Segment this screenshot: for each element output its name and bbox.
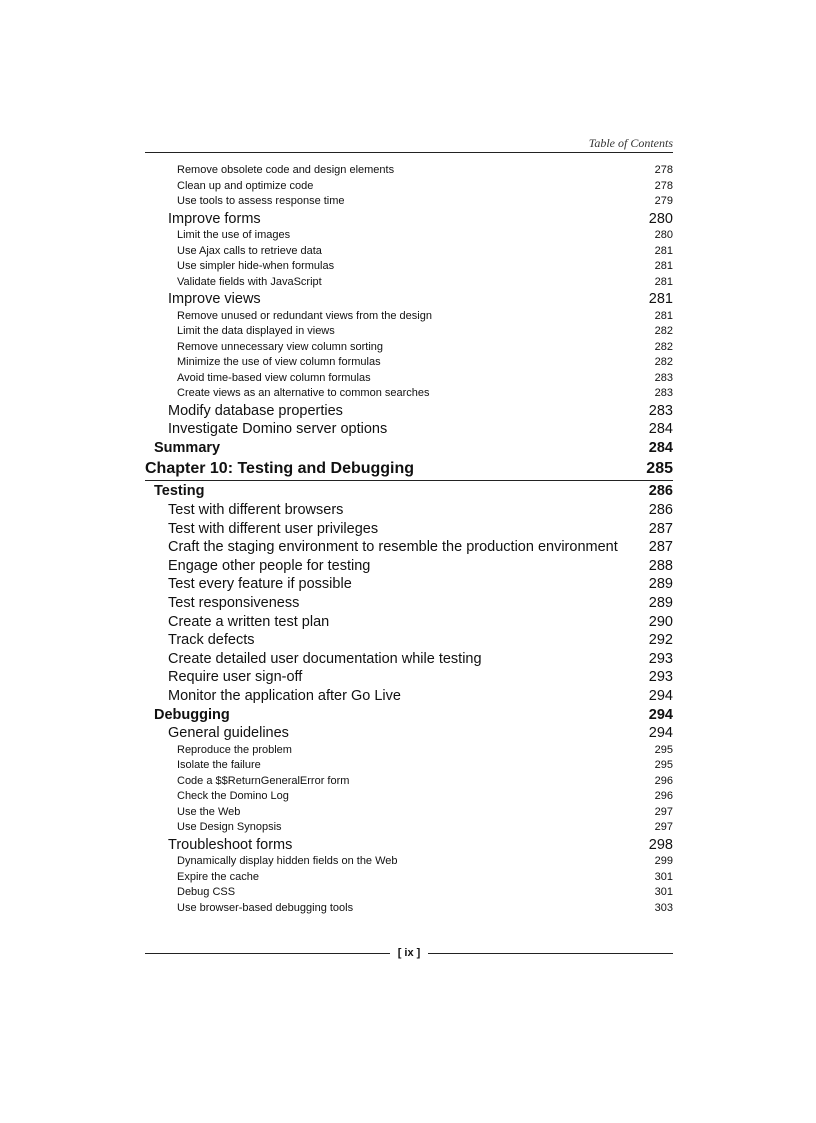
toc-subsubsection-entry[interactable] xyxy=(145,355,673,371)
toc-entry-title: Debug CSS xyxy=(177,886,236,899)
toc-section-entry[interactable] xyxy=(145,439,673,458)
toc-entry-title: Test with different user privileges xyxy=(168,520,379,537)
toc-subsubsection-entry[interactable] xyxy=(145,870,673,886)
toc-subsubsection-entry[interactable] xyxy=(145,275,673,291)
footer-rule-left xyxy=(145,953,390,954)
toc-entry-title: Craft the staging environment to resemble the production environment xyxy=(168,539,618,556)
toc-entry-page: 284 xyxy=(648,439,673,456)
toc-entry-page: 281 xyxy=(654,275,673,288)
toc-entry-title: Improve forms xyxy=(168,210,261,227)
toc-entry-title: Improve views xyxy=(168,291,261,308)
toc-chapter-entry[interactable] xyxy=(145,457,673,481)
footer-rule-right xyxy=(428,953,673,954)
toc-entry-page: 285 xyxy=(646,460,673,478)
toc-section-entry[interactable] xyxy=(145,482,673,501)
table-of-contents xyxy=(145,163,673,916)
toc-entry-page: 283 xyxy=(654,371,673,384)
toc-entry-page: 281 xyxy=(654,260,673,273)
toc-entry-title: Avoid time-based view column formulas xyxy=(177,371,371,384)
toc-entry-title: Testing xyxy=(154,483,205,500)
toc-subsubsection-entry[interactable] xyxy=(145,820,673,836)
toc-entry-page: 286 xyxy=(648,483,673,500)
toc-subsection-entry[interactable] xyxy=(145,538,673,557)
toc-entry-title: Reproduce the problem xyxy=(177,743,292,756)
toc-entry-page: 294 xyxy=(648,725,673,742)
toc-entry-page: 287 xyxy=(648,539,673,556)
toc-subsubsection-entry[interactable] xyxy=(145,774,673,790)
toc-subsubsection-entry[interactable] xyxy=(145,386,673,402)
toc-entry-title: Troubleshoot forms xyxy=(168,836,293,853)
toc-entry-title: Limit the data displayed in views xyxy=(177,325,335,338)
toc-subsubsection-entry[interactable] xyxy=(145,340,673,356)
toc-entry-title: Validate fields with JavaScript xyxy=(177,275,322,288)
toc-entry-page: 282 xyxy=(654,325,673,338)
toc-entry-title: Use the Web xyxy=(177,805,241,818)
toc-entry-page: 295 xyxy=(654,759,673,772)
toc-entry-title: Limit the use of images xyxy=(177,229,291,242)
toc-subsection-entry[interactable] xyxy=(145,420,673,439)
toc-subsubsection-entry[interactable] xyxy=(145,179,673,195)
toc-entry-title: Minimize the use of view column formulas xyxy=(177,356,381,369)
toc-entry-page: 280 xyxy=(648,210,673,227)
toc-entry-page: 303 xyxy=(654,901,673,914)
toc-subsubsection-entry[interactable] xyxy=(145,854,673,870)
toc-subsubsection-entry[interactable] xyxy=(145,324,673,340)
toc-subsubsection-entry[interactable] xyxy=(145,163,673,179)
toc-subsection-entry[interactable] xyxy=(145,668,673,687)
toc-entry-title: Use tools to assess response time xyxy=(177,195,345,207)
toc-entry-page: 292 xyxy=(648,632,673,649)
toc-entry-page: 282 xyxy=(654,356,673,369)
toc-entry-page: 282 xyxy=(654,340,673,353)
toc-subsubsection-entry[interactable] xyxy=(145,309,673,325)
toc-subsection-entry[interactable] xyxy=(145,687,673,706)
toc-entry-page: 283 xyxy=(654,387,673,400)
toc-entry-title: Use Ajax calls to retrieve data xyxy=(177,244,322,257)
toc-entry-title: General guidelines xyxy=(168,725,289,742)
toc-subsubsection-entry[interactable] xyxy=(145,244,673,260)
toc-entry-title: Summary xyxy=(154,439,221,456)
toc-entry-title: Debugging xyxy=(154,706,230,723)
toc-entry-page: 296 xyxy=(654,774,673,787)
toc-subsection-entry[interactable] xyxy=(145,290,673,309)
toc-subsection-entry[interactable] xyxy=(145,210,673,229)
toc-entry-title: Track defects xyxy=(168,632,255,649)
toc-subsection-entry[interactable] xyxy=(145,724,673,743)
toc-entry-title: Test every feature if possible xyxy=(168,576,352,593)
toc-entry-page: 294 xyxy=(648,706,673,723)
toc-entry-page: 284 xyxy=(648,421,673,438)
toc-entry-page: 289 xyxy=(648,576,673,593)
toc-section-entry[interactable] xyxy=(145,706,673,725)
toc-entry-title: Remove unused or redundant views from the design xyxy=(177,309,432,322)
toc-entry-page: 280 xyxy=(654,229,673,242)
toc-entry-title: Dynamically display hidden fields on the Web xyxy=(177,855,398,868)
toc-entry-page: 289 xyxy=(648,595,673,612)
toc-subsubsection-entry[interactable] xyxy=(145,259,673,275)
toc-entry-title: Remove unnecessary view column sorting xyxy=(177,340,384,353)
toc-subsubsection-entry[interactable] xyxy=(145,789,673,805)
toc-subsection-entry[interactable] xyxy=(145,520,673,539)
toc-entry-page: 281 xyxy=(654,309,673,322)
toc-entry-page: 301 xyxy=(654,886,673,899)
toc-entry-title: Clean up and optimize code xyxy=(177,179,314,192)
page-number: [ ix ] xyxy=(397,947,421,959)
toc-subsubsection-entry[interactable] xyxy=(145,885,673,901)
toc-entry-page: 301 xyxy=(654,870,673,883)
toc-entry-page: 281 xyxy=(648,291,673,308)
toc-entry-page: 293 xyxy=(648,669,673,686)
page-header xyxy=(145,136,673,153)
toc-entry-title: Require user sign-off xyxy=(168,669,303,686)
toc-subsection-entry[interactable] xyxy=(145,631,673,650)
toc-entry-title: Chapter 10: Testing and Debugging xyxy=(145,460,415,478)
toc-subsubsection-entry[interactable] xyxy=(145,228,673,244)
toc-entry-title: Remove obsolete code and design elements xyxy=(177,164,395,176)
toc-entry-title: Monitor the application after Go Live xyxy=(168,688,401,704)
toc-subsubsection-entry[interactable] xyxy=(145,805,673,821)
toc-entry-title: Use Design Synopsis xyxy=(177,821,282,834)
toc-entry-title: Use simpler hide-when formulas xyxy=(177,260,335,273)
toc-entry-page: 278 xyxy=(654,164,673,176)
toc-entry-page: 281 xyxy=(654,244,673,257)
toc-subsubsection-entry[interactable] xyxy=(145,901,673,917)
toc-subsection-entry[interactable] xyxy=(145,836,673,855)
toc-entry-title: Investigate Domino server options xyxy=(168,421,388,438)
toc-entry-page: 299 xyxy=(654,855,673,868)
toc-subsection-entry[interactable] xyxy=(145,650,673,669)
toc-entry-page: 294 xyxy=(648,688,673,704)
toc-entry-title: Create a written test plan xyxy=(168,613,330,630)
toc-subsection-entry[interactable] xyxy=(145,575,673,594)
toc-entry-page: 297 xyxy=(654,805,673,818)
toc-subsubsection-entry[interactable] xyxy=(145,743,673,759)
toc-entry-page: 290 xyxy=(648,613,673,630)
toc-entry-page: 297 xyxy=(654,821,673,834)
toc-subsection-entry[interactable] xyxy=(145,613,673,632)
toc-subsection-entry[interactable] xyxy=(145,557,673,576)
toc-subsubsection-entry[interactable] xyxy=(145,194,673,210)
toc-entry-title: Isolate the failure xyxy=(177,759,261,772)
toc-subsection-entry[interactable] xyxy=(145,501,673,520)
toc-entry-title: Expire the cache xyxy=(177,870,259,883)
toc-entry-page: 298 xyxy=(648,836,673,853)
toc-entry-page: 296 xyxy=(654,790,673,803)
toc-subsection-entry[interactable] xyxy=(145,402,673,421)
toc-entry-title: Create views as an alternative to common searches xyxy=(177,387,430,400)
toc-entry-title: Create detailed user documentation while testing xyxy=(168,650,482,667)
toc-subsection-entry[interactable] xyxy=(145,594,673,613)
toc-entry-title: Test responsiveness xyxy=(168,595,300,612)
toc-entry-title: Check the Domino Log xyxy=(177,790,289,803)
toc-subsubsection-entry[interactable] xyxy=(145,371,673,387)
toc-entry-page: 286 xyxy=(648,502,673,519)
toc-entry-title: Engage other people for testing xyxy=(168,557,371,574)
toc-entry-title: Use browser-based debugging tools xyxy=(177,901,354,914)
toc-entry-page: 279 xyxy=(654,195,673,207)
toc-entry-page: 295 xyxy=(654,743,673,756)
toc-entry-title: Modify database properties xyxy=(168,402,343,419)
toc-entry-page: 283 xyxy=(648,402,673,419)
toc-entry-page: 288 xyxy=(648,557,673,574)
toc-entry-page: 287 xyxy=(648,520,673,537)
running-header-title: Table of Contents xyxy=(588,136,673,150)
toc-entry-title: Code a $$ReturnGeneralError form xyxy=(177,774,350,787)
toc-subsubsection-entry[interactable] xyxy=(145,758,673,774)
toc-entry-title: Test with different browsers xyxy=(168,502,344,519)
toc-entry-page: 293 xyxy=(648,650,673,667)
toc-entry-page: 278 xyxy=(654,179,673,192)
page-footer xyxy=(145,945,673,961)
